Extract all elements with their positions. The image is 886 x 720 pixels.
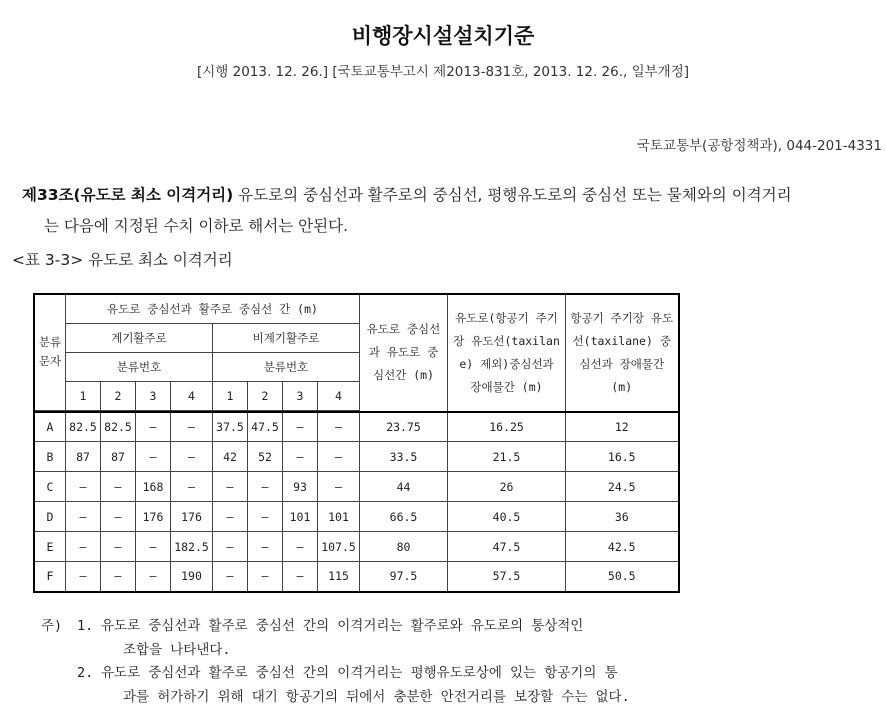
table-cell: 87 [101,442,136,472]
note-number: 2. [77,665,94,681]
table-cell: 182.5 [171,532,213,562]
table-cell: – [213,502,248,532]
article-text-line2: 는 다음에 지정된 수치 이하로 해서는 안된다. [44,217,349,235]
header-code-number-value: 4 [171,381,213,410]
table-cell: 16.25 [448,412,566,442]
table-cell: 42 [213,442,248,472]
table-cell: 57.5 [448,562,566,592]
class-letter-cell: D [34,502,66,532]
document-title: 비행장시설설치기준 [351,24,535,48]
note-text: 조합을 나타낸다. [123,641,231,658]
table-cell: – [213,562,248,592]
table-cell: – [101,472,136,502]
table-cell: 23.75 [360,412,448,442]
table-cell: 176 [171,502,213,532]
header-code-number: 분류번호 [213,352,360,381]
table-cell: – [136,562,171,592]
table-cell: – [136,442,171,472]
table-notes [41,615,743,709]
header-code-number-value: 3 [136,381,171,410]
table-cell: – [171,412,213,442]
table-cell: – [66,502,101,532]
notes-label: 주) [41,618,63,634]
table-cell: 101 [283,502,318,532]
header-code-number-value: 1 [213,381,248,410]
table-cell: 190 [171,562,213,592]
table-cell: 82.5 [101,412,136,442]
header-runway-group: 유도로 중심선과 활주로 중심선 간 (m) [66,294,360,323]
table-cell: 21.5 [448,442,566,472]
table-row [34,502,679,532]
table-cell: 42.5 [566,532,679,562]
table-cell: – [283,412,318,442]
table-cell: 47.5 [448,532,566,562]
table-cell: – [283,532,318,562]
table-cell: 87 [66,442,101,472]
class-letter-cell: F [34,562,66,592]
table-cell: 82.5 [66,412,101,442]
document-subtitle: [시행 2013. 12. 26.] [국토교통부고시 제2013-831호, 2013. 12. 26., 일부개정] [196,64,690,80]
table-cell: – [171,442,213,472]
header-code-number: 분류번호 [66,352,213,381]
header-code-number-value: 1 [66,381,101,410]
header-taxiway-to-taxiway: 유도로 중심선과 유도로 중심선간 (m) [360,294,448,412]
table-cell: – [248,472,283,502]
note-item [41,615,743,639]
table-cell: 176 [136,502,171,532]
class-letter-cell: A [34,412,66,442]
header-taxiway-to-object: 유도로(항공기 주기장 유도선(taxilane) 제외)중심선과 장애물간 (m) [448,294,566,412]
header-class-letter: 분류문자 [34,294,66,410]
table-cell: – [283,562,318,592]
table-cell: 97.5 [360,562,448,592]
table-cell: 16.5 [566,442,679,472]
table-cell: – [136,412,171,442]
table-cell: – [66,472,101,502]
note-text: 과를 허가하기 위해 대기 항공기의 뒤에서 충분한 안전거리를 보장할 수는 없다. [123,688,630,705]
note-text: 유도로 중심선과 활주로 중심선 간의 이격거리는 활주로와 유도로의 통상적인 [101,618,584,634]
table-cell: 36 [566,502,679,532]
note-number: 1. [77,618,94,634]
note-item [41,662,743,686]
header-instrument-runway: 계기활주로 [66,323,213,352]
table-cell: 52 [248,442,283,472]
note-text: 유도로 중심선과 활주로 중심선 간의 이격거리는 평행유도로상에 있는 항공기의 통 [101,665,618,681]
table-cell: 101 [318,502,360,532]
header-taxilane-to-object: 항공기 주기장 유도선(taxilane) 중심선과 장애물간 (m) [566,294,679,412]
table-cell: 26 [448,472,566,502]
table-cell: 12 [566,412,679,442]
table-cell: – [171,472,213,502]
table-cell: – [318,472,360,502]
table-cell: – [213,532,248,562]
table-cell: – [248,532,283,562]
table-cell: 93 [283,472,318,502]
table-cell: 107.5 [318,532,360,562]
header-code-number-value: 3 [283,381,318,410]
article-text-line1: 유도로의 중심선과 활주로의 중심선, 평행유도로의 중심선 또는 물체와의 이격거리 [233,186,792,204]
separation-table [33,293,680,593]
header-non-instrument-runway: 비계기활주로 [213,323,360,352]
table-cell: 40.5 [448,502,566,532]
table-cell: 44 [360,472,448,502]
contact-info: 국토교통부(공항정책과), 044-201-4331 [636,138,882,154]
table-cell: – [318,442,360,472]
table-cell: – [283,442,318,472]
note-item-continuation [41,639,743,663]
note-item-continuation [41,686,743,710]
article-33 [22,180,878,242]
table-cell: 24.5 [566,472,679,502]
table-cell: 66.5 [360,502,448,532]
header-code-number-value: 4 [318,381,360,410]
table-cell: – [213,472,248,502]
header-code-number-value: 2 [248,381,283,410]
table-cell: 80 [360,532,448,562]
table-cell: 50.5 [566,562,679,592]
table-cell: – [318,412,360,442]
article-heading: 제33조(유도로 최소 이격거리) [22,186,234,204]
table-cell: – [66,562,101,592]
table-cell: – [101,562,136,592]
table-cell: – [101,502,136,532]
table-row [34,412,679,442]
table-cell: – [248,562,283,592]
class-letter-cell: C [34,472,66,502]
table-row [34,562,679,592]
table-cell: 168 [136,472,171,502]
table-row [34,442,679,472]
table-cell: – [66,532,101,562]
table-cell: 37.5 [213,412,248,442]
table-caption: <표 3-3> 유도로 최소 이격거리 [12,251,233,269]
table-cell: 47.5 [248,412,283,442]
class-letter-cell: B [34,442,66,472]
class-letter-cell: E [34,532,66,562]
table-cell: – [101,532,136,562]
header-code-number-value: 2 [101,381,136,410]
table-cell: – [136,532,171,562]
table-cell: 33.5 [360,442,448,472]
table-row [34,532,679,562]
table-cell: 115 [318,562,360,592]
table-row [34,472,679,502]
article-first-line [22,180,878,211]
table-cell: – [248,502,283,532]
